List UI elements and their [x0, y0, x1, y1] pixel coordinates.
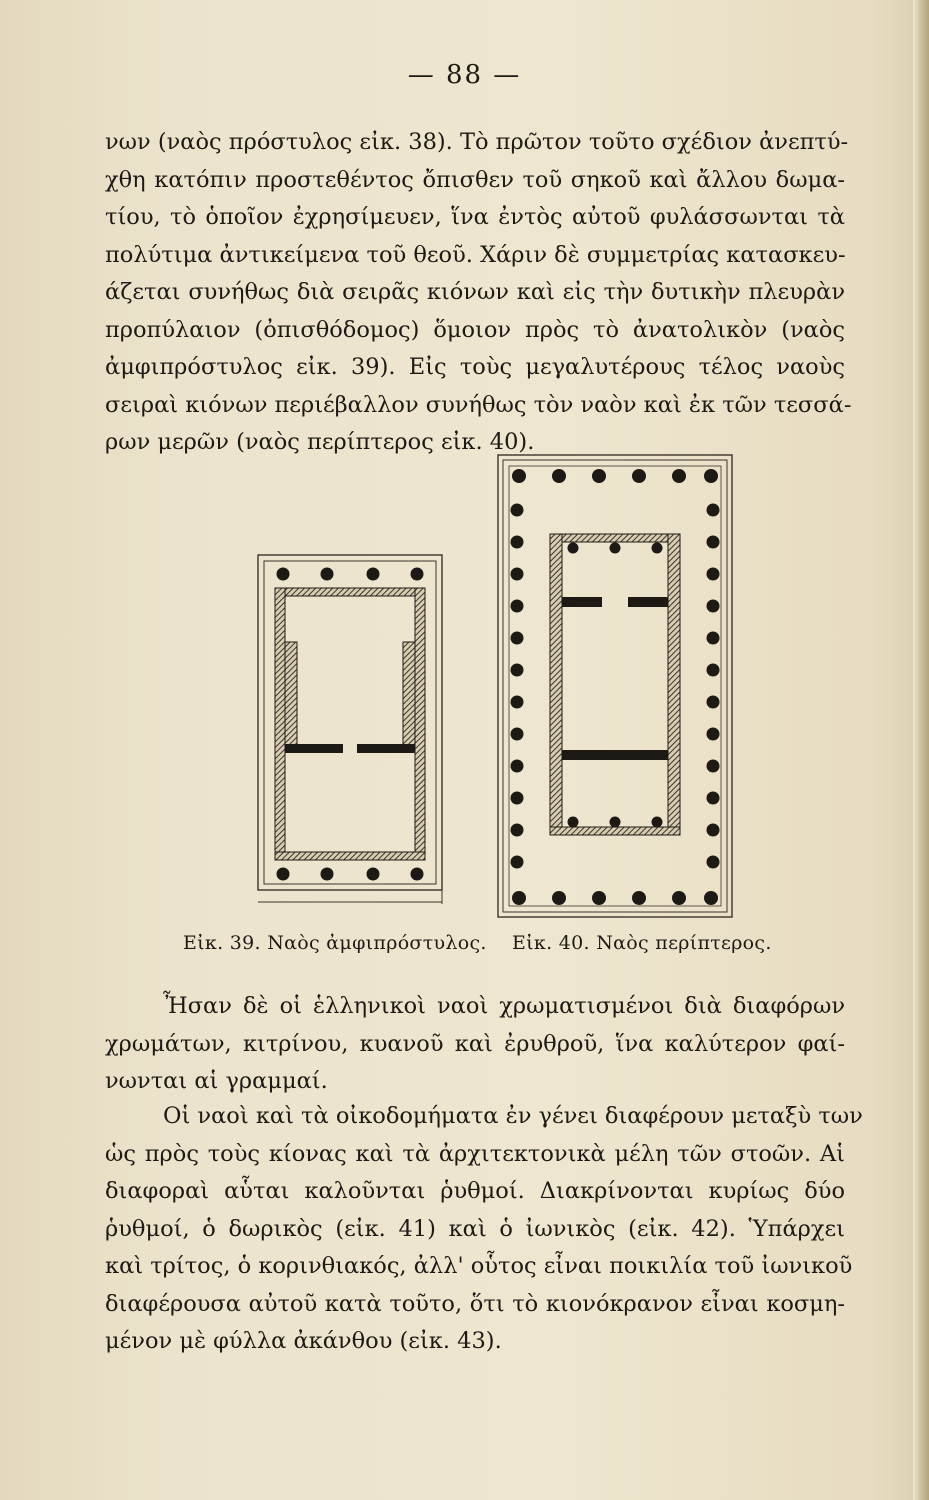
cella-right-wall	[668, 534, 680, 834]
column-mark	[707, 856, 720, 869]
pronaos-wall-right	[628, 597, 668, 607]
paragraph-temple-colors	[105, 988, 845, 1101]
column-mark	[707, 664, 720, 677]
cella-rear-wall	[550, 827, 680, 835]
text-line: Ἦσαν δὲ οἱ ἑλληνικοὶ ναοὶ χρωματισμένοι διὰ διαφόρων	[163, 993, 845, 1019]
peristyle-outline	[509, 466, 721, 906]
cross-wall-left	[285, 744, 343, 753]
column-mark	[610, 543, 621, 554]
pronaos-wall-left	[562, 597, 602, 607]
cella-right-wall	[415, 588, 425, 858]
cella-front-wall	[550, 534, 680, 542]
text-line: ὡς πρὸς τοὺς κίονας καὶ τὰ ἀρχιτεκτονικὰ μέλη τῶν στοῶν. Αἱ	[105, 1140, 845, 1167]
column-mark	[707, 792, 720, 805]
opisthodomos-wall	[562, 750, 668, 760]
column-mark	[511, 600, 524, 613]
text-line: διαφέρουσα αὐτοῦ κατὰ τοῦτο, ὅτι τὸ κιονόκρανον εἶναι κοσμη-	[105, 1290, 845, 1317]
text-line: ρων μερῶν (ναὸς περίπτερος εἰκ. 40).	[105, 429, 535, 455]
column-mark	[672, 469, 686, 483]
cella-left-wall	[550, 534, 562, 834]
text-line: νωνται αἱ γραμμαί.	[105, 1068, 328, 1094]
column-mark	[632, 891, 646, 905]
columns-group	[277, 568, 424, 881]
text-line: πολύτιμα ἀντικείμενα τοῦ θεοῦ. Χάριν δὲ συμμετρίας κατασκευ-	[105, 241, 846, 268]
column-mark	[610, 817, 621, 828]
column-mark	[511, 728, 524, 741]
column-mark	[511, 632, 524, 645]
column-mark	[411, 868, 424, 881]
figure-39-caption: Εἰκ. 39. Ναὸς ἀμφιπρόστυλος.	[183, 932, 487, 954]
column-mark	[321, 568, 334, 581]
text-line: Οἱ ναοὶ καὶ τὰ οἰκοδομήματα ἐν γένει διαφέρουν μεταξὺ των	[163, 1103, 863, 1129]
column-mark	[511, 536, 524, 549]
cross-wall-right	[357, 744, 415, 753]
column-mark	[568, 817, 579, 828]
text-line: ἀμφιπρόστυλος εἰκ. 39). Εἰς τοὺς μεγαλυτέρους τέλος ναοὺς	[105, 354, 845, 380]
figure-amphiprostyle-plan	[255, 552, 445, 917]
column-mark	[511, 568, 524, 581]
column-mark	[568, 543, 579, 554]
column-mark	[652, 543, 663, 554]
stylobate-outline	[498, 455, 732, 917]
cella-right-pier	[403, 642, 415, 752]
column-mark	[707, 568, 720, 581]
column-mark	[704, 891, 718, 905]
text-line: νων (ναὸς πρόστυλος εἰκ. 38). Τὸ πρῶτον τοῦτο σχέδιον ἀνεπτύ-	[105, 129, 849, 155]
column-mark	[707, 696, 720, 709]
column-mark	[592, 469, 606, 483]
column-mark	[511, 696, 524, 709]
page-number: — 88 —	[407, 60, 522, 90]
column-mark	[632, 469, 646, 483]
text-line: σειραὶ κιόνων περιέβαλλον συνήθως τὸν ναὸν καὶ ἐκ τῶν τεσσά-	[105, 391, 852, 418]
column-mark	[707, 760, 720, 773]
column-mark	[707, 536, 720, 549]
column-mark	[512, 469, 526, 483]
text-line: προπύλαιον (ὀπισθόδομος) ὅμοιον πρὸς τὸ ἀνατολικὸν (ναὸς	[105, 316, 845, 343]
column-mark	[672, 891, 686, 905]
column-mark	[367, 868, 380, 881]
column-mark	[707, 504, 720, 517]
paragraph-temple-plans	[105, 124, 852, 462]
column-mark	[277, 868, 290, 881]
column-mark	[321, 868, 334, 881]
stylobate-inner-outline	[503, 460, 727, 912]
text-line: χρωμάτων, κιτρίνου, κυανοῦ καὶ ἐρυθροῦ, ἵνα καλύτερον φαί-	[105, 1030, 845, 1057]
column-mark	[367, 568, 380, 581]
column-mark	[512, 891, 526, 905]
column-mark	[652, 817, 663, 828]
column-mark	[511, 664, 524, 677]
column-mark	[707, 728, 720, 741]
column-mark	[511, 792, 524, 805]
column-mark	[511, 504, 524, 517]
column-mark	[511, 824, 524, 837]
column-mark	[511, 856, 524, 869]
figure-40-caption: Εἰκ. 40. Ναὸς περίπτερος.	[512, 932, 772, 954]
text-line: χθη κατόπιν προστεθέντος ὄπισθεν τοῦ σηκοῦ καὶ ἄλλου δωμα-	[105, 166, 845, 193]
figure-peripteral-plan	[495, 452, 735, 920]
text-line: διαφοραὶ αὗται καλοῦνται ῥυθμοί. Διακρίνονται κυρίως δύο	[105, 1178, 845, 1204]
cella-left-pier	[285, 642, 297, 752]
column-mark	[707, 824, 720, 837]
paragraph-orders	[105, 1098, 863, 1361]
text-line: ῥυθμοί, ὁ δωρικὸς (εἰκ. 41) καὶ ὁ ἰωνικὸς (εἰκ. 42). Ὑπάρχει	[105, 1215, 845, 1242]
text-line: μένον μὲ φύλλα ἀκάνθου (εἰκ. 43).	[105, 1328, 502, 1354]
column-mark	[707, 600, 720, 613]
cella-left-wall	[275, 588, 285, 858]
cella-rear-wall	[275, 852, 425, 860]
text-line: άζεται συνήθως διὰ σειρᾶς κιόνων καὶ εἰς τὴν δυτικὴν πλευρὰν	[105, 279, 845, 305]
text-line: τίου, τὸ ὁποῖον ἐχρησίμευεν, ἵνα ἐντὸς αὐτοῦ φυλάσσωνται τὰ	[105, 204, 845, 230]
column-mark	[277, 568, 290, 581]
column-mark	[592, 891, 606, 905]
column-mark	[704, 469, 718, 483]
column-mark	[552, 469, 566, 483]
column-mark	[511, 760, 524, 773]
cella-front-wall	[275, 588, 425, 596]
column-mark	[552, 891, 566, 905]
column-mark	[707, 632, 720, 645]
text-line: καὶ τρίτος, ὁ κορινθιακός, ἀλλ' οὗτος εἶναι ποικιλία τοῦ ἰωνικοῦ	[105, 1253, 853, 1279]
page-edge-shadow	[913, 0, 929, 1500]
column-mark	[411, 568, 424, 581]
